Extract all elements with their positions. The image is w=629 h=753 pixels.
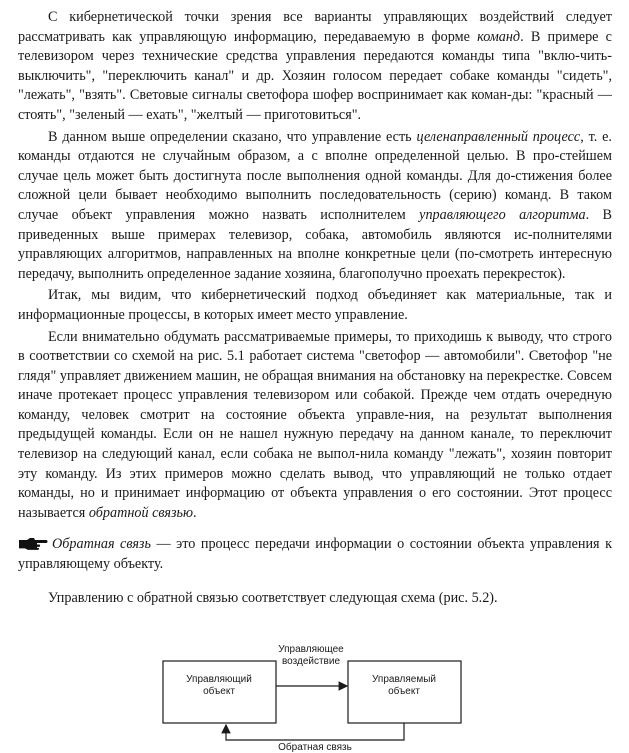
controlling-object-label-1: Управляющий	[186, 674, 252, 685]
scheme-intro: Управлению с обратной связью соответствует следующая схема (рис. 5.2).	[48, 589, 498, 606]
control-action-label-2: воздействие	[281, 656, 341, 667]
text-run: . В примере с телевизором через технические средства управления передаются команды типа "вклю-чить-выключить", "переключить канал" и др. Хозяин голосом передает собаке команды "сидеть", "лежать", "взять". Световые сигналы светофора шофер воспринимает как коман-ды: "красный — стоять", "зеленый — ехать", "желтый — приготовиться".	[18, 28, 612, 123]
italic-term: обратной связью	[88, 504, 193, 521]
text-run: В данном выше определении сказано, что управление есть	[48, 128, 417, 145]
text-run: Итак, мы видим, что кибернетический подход объединяет как материальные, так и информационные процессы, в которых имеет место управление.	[18, 287, 612, 323]
paragraph-3	[18, 286, 612, 325]
pointing-hand-icon	[18, 536, 48, 550]
italic-term: управляющего алгоритма	[419, 206, 586, 223]
controlled-object-label-1: Управляемый	[372, 674, 436, 685]
feedback-label: Обратная связь	[278, 742, 352, 753]
feedback-diagram	[0, 624, 629, 753]
paragraph-2	[18, 128, 612, 285]
definition-term: Обратная связь	[52, 536, 151, 553]
text-run: . В приведенных выше примерах телевизор, собака, автомобиль являются ис-полнителями управляющих алгоритмов, направленных на вполне конкретные цели (по-смотреть интересную передачу, выполнить определенное задание хозяина, благополучно проехать перекресток).	[18, 206, 612, 282]
feedback-definition	[18, 535, 612, 574]
italic-term: команд	[477, 28, 521, 45]
body-text	[18, 8, 612, 523]
feedback-arrow	[226, 723, 404, 740]
text-run: С кибернетической точки зрения все варианты управляющих воздействий следует рассматривать как управляющую информацию, передаваемую в форме	[18, 9, 612, 45]
control-action-label-1: Управляющее	[278, 644, 344, 655]
paragraph-1	[18, 8, 612, 126]
controlled-object-label-2: объект	[388, 686, 420, 697]
controlling-object-label-2: объект	[203, 686, 235, 697]
text-run: , т. е. команды отдаются не случайным образом, а с вполне определенной целью. В про-стейшем случае цель может быть достигнута после выполнения одной команды. Для до-стижения более сложной цели бывает необходимо выполнить последовательность (серию) команд. В таком случае объект управления можно назвать исполнителем	[18, 128, 612, 223]
italic-term: целенаправленный процесс	[416, 128, 581, 145]
text-run: .	[193, 504, 197, 521]
page-content	[18, 8, 612, 608]
definition-text: — это процесс передачи информации о состоянии объекта управления к управляющему объекту.	[18, 536, 612, 573]
paragraph-4	[18, 328, 612, 524]
text-run: Если внимательно обдумать рассматриваемые примеры, то приходишь к выводу, что строго в соответствии со схемой на рис. 5.1 работает система "светофор — автомобили". Светофор "не глядя" управляет движением машин, не обращая внимания на обстановку на перекрестке. Совсем иначе протекает процесс управления телевизором или собакой. Прежде чем отдать очередную команду, человек смотрит на состояние объекта управле-ния, на результат выполнения предыдущей команды. Если он не нашел нужную передачу на данном канале, то переключит телевизор на следующий канал, если собака не выпол-нила команду "лежать", хозяин повторит эту команду. Из этих примеров можно сделать вывод, что управляющий не только отдает команды, но и принимает информацию от объекта управления о его состоянии. Этот процесс называется	[18, 328, 612, 521]
